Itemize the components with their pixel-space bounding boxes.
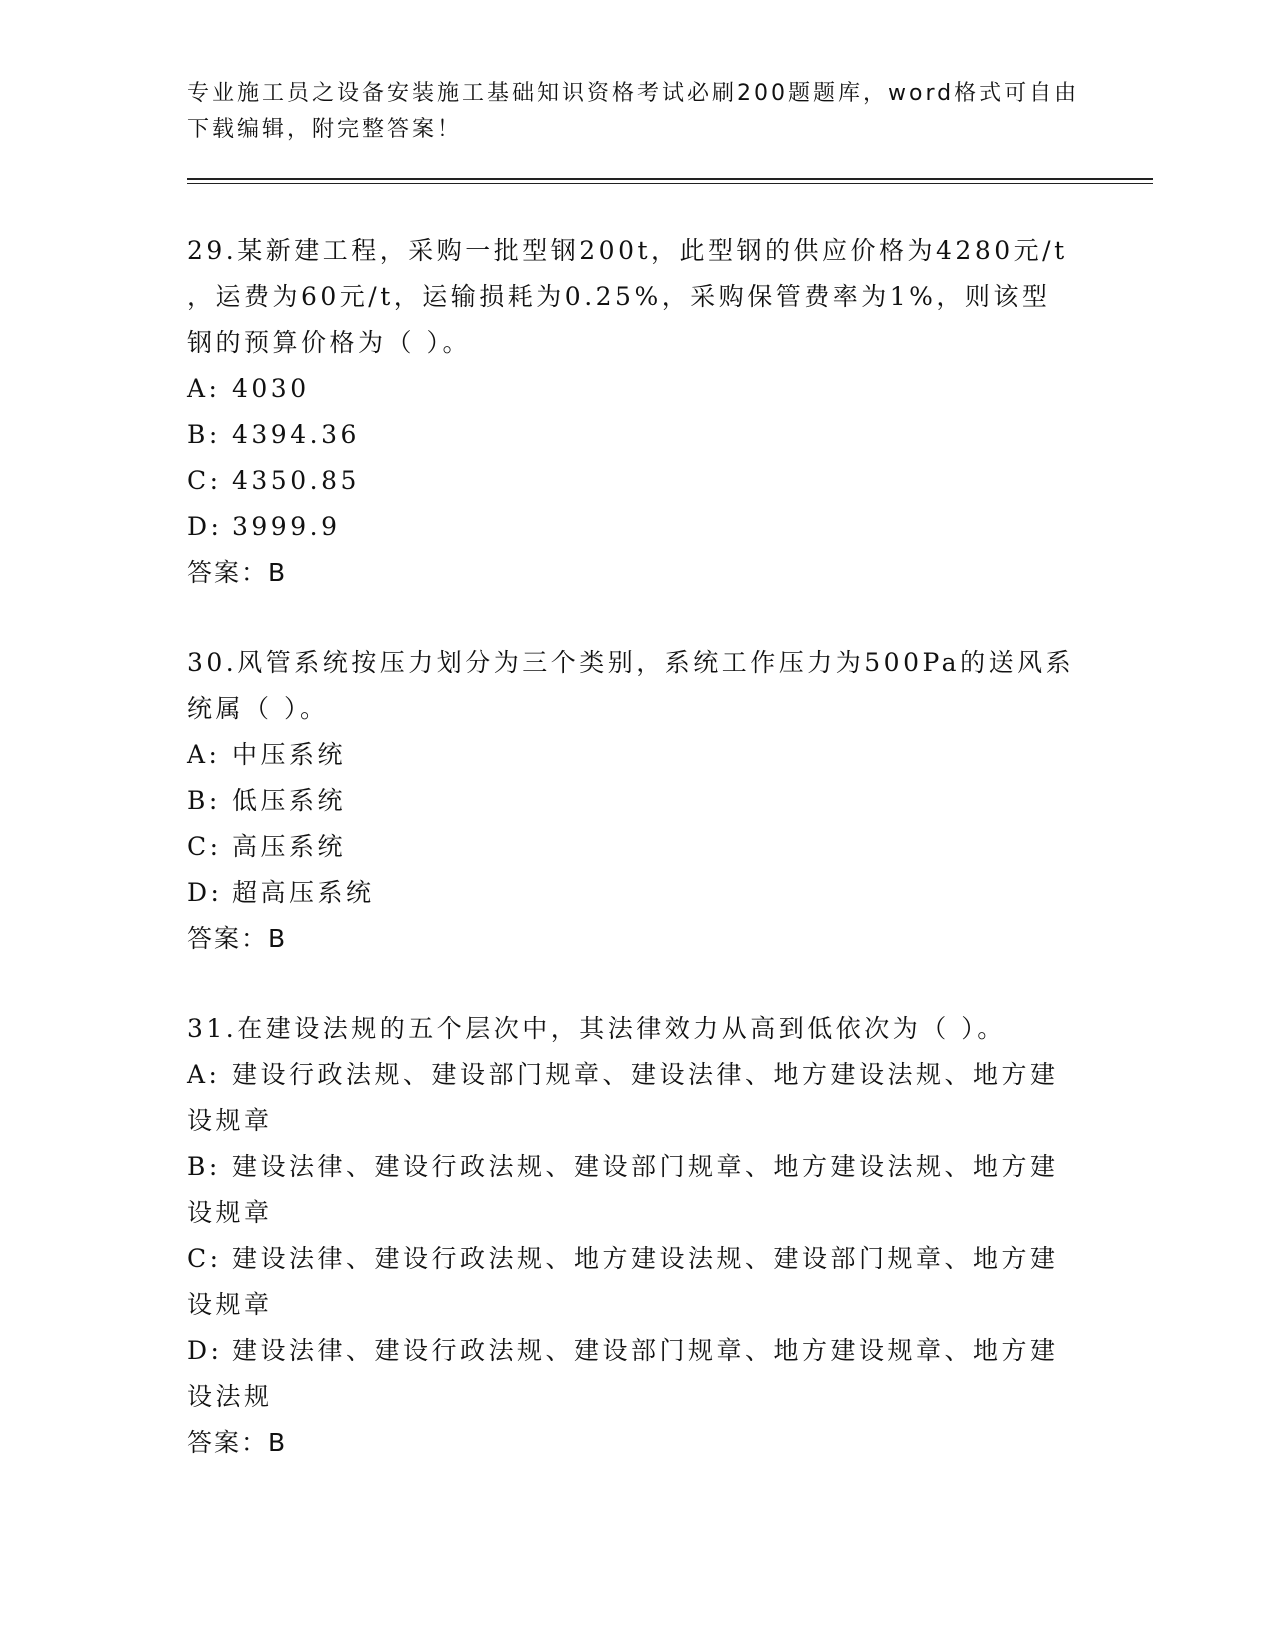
option-c xyxy=(187,824,1087,870)
option-b xyxy=(187,1144,1087,1236)
option-text: 3999.9 xyxy=(232,512,341,541)
option-d xyxy=(187,504,1087,550)
header-line-2: 下载编辑，附完整答案！ xyxy=(187,117,463,142)
option-letter: B: xyxy=(187,786,221,815)
option-text: 4030 xyxy=(232,374,310,403)
question-text xyxy=(187,1006,1087,1052)
option-text-continued: 设规章 xyxy=(187,1106,273,1135)
option-b xyxy=(187,412,1087,458)
question-30 xyxy=(187,640,1087,962)
question-line: ，运费为60元/t，运输损耗为0.25%，采购保管费率为1%，则该型 xyxy=(187,282,1051,311)
option-text-continued: 设规章 xyxy=(187,1290,273,1319)
option-text: 4350.85 xyxy=(232,466,360,495)
question-31 xyxy=(187,1006,1087,1466)
option-letter: C: xyxy=(187,1244,222,1273)
option-text: 中压系统 xyxy=(232,740,347,769)
question-line: 31.在建设法规的五个层次中，其法律效力从高到低依次为（ ）。 xyxy=(187,1014,1006,1043)
option-text: 建设行政法规、建设部门规章、建设法律、地方建设法规、地方建 xyxy=(232,1060,1059,1089)
answer: 答案：B xyxy=(187,558,288,587)
option-b xyxy=(187,778,1087,824)
option-letter: D: xyxy=(187,1336,223,1365)
question-line: 30.风管系统按压力划分为三个类别，系统工作压力为500Pa的送风系 xyxy=(187,648,1075,677)
option-letter: A: xyxy=(187,1060,221,1089)
option-letter: B: xyxy=(187,420,221,449)
header-line-1: 专业施工员之设备安装施工基础知识资格考试必刷200题题库，word格式可自由 xyxy=(187,81,1080,106)
question-line: 29.某新建工程，采购一批型钢200t，此型钢的供应价格为4280元/t xyxy=(187,236,1068,265)
option-c xyxy=(187,458,1087,504)
option-text: 4394.36 xyxy=(232,420,360,449)
option-text: 建设法律、建设行政法规、地方建设法规、建设部门规章、地方建 xyxy=(232,1244,1059,1273)
answer: 答案：B xyxy=(187,1428,288,1457)
header-divider-thin xyxy=(187,183,1153,184)
option-text: 超高压系统 xyxy=(232,878,375,907)
document-header xyxy=(187,76,1080,148)
option-d xyxy=(187,1328,1087,1420)
option-text-continued: 设法规 xyxy=(187,1382,273,1411)
option-letter: C: xyxy=(187,466,222,495)
option-a xyxy=(187,1052,1087,1144)
answer: 答案：B xyxy=(187,924,288,953)
option-letter: C: xyxy=(187,832,222,861)
option-text: 高压系统 xyxy=(232,832,347,861)
option-d xyxy=(187,870,1087,916)
option-letter: D: xyxy=(187,878,223,907)
option-a xyxy=(187,366,1087,412)
header-divider-thick xyxy=(187,178,1153,180)
option-text: 建设法律、建设行政法规、建设部门规章、地方建设规章、地方建 xyxy=(232,1336,1059,1365)
option-c xyxy=(187,1236,1087,1328)
question-line: 统属（ ）。 xyxy=(187,694,329,723)
option-a xyxy=(187,732,1087,778)
question-text xyxy=(187,228,1087,366)
option-text: 低压系统 xyxy=(232,786,347,815)
option-letter: A: xyxy=(187,374,221,403)
option-letter: D: xyxy=(187,512,223,541)
question-29 xyxy=(187,228,1087,596)
question-text xyxy=(187,640,1087,732)
option-letter: A: xyxy=(187,740,221,769)
option-letter: B: xyxy=(187,1152,221,1181)
option-text: 建设法律、建设行政法规、建设部门规章、地方建设法规、地方建 xyxy=(232,1152,1059,1181)
question-line: 钢的预算价格为（ ）。 xyxy=(187,328,471,357)
option-text-continued: 设规章 xyxy=(187,1198,273,1227)
